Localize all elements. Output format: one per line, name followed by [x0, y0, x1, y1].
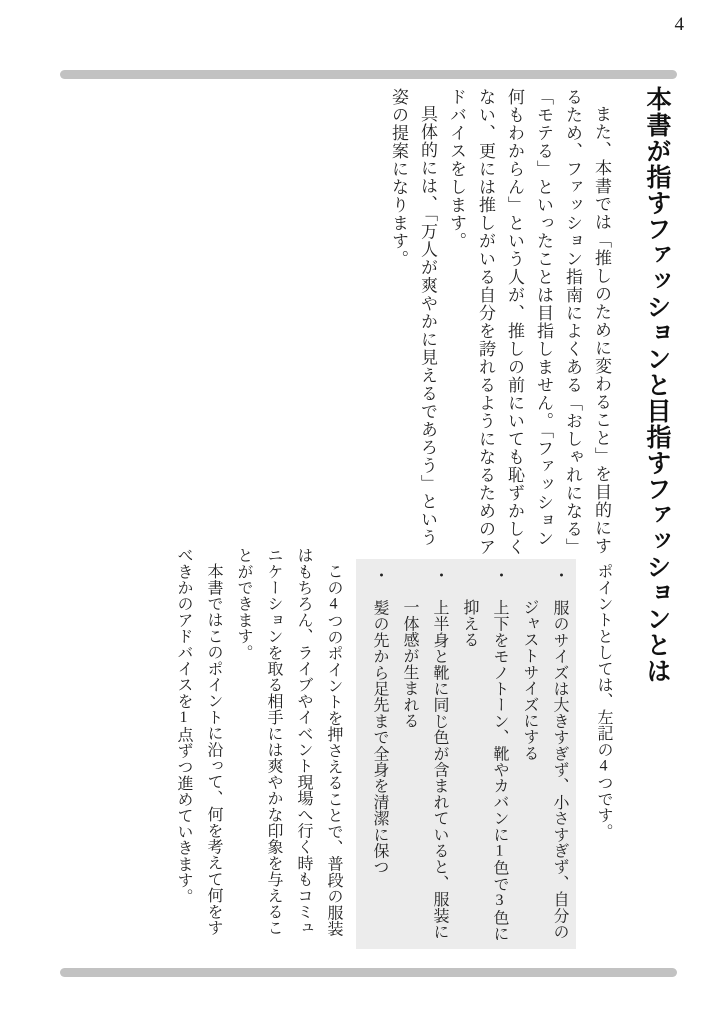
- points-outro-paragraph-2: 本書ではこのポイントに沿って、何を考えて何をすべきかのアドバイスを1点ずつ進めていきます。: [175, 547, 222, 936]
- intro-section: [384, 88, 616, 560]
- points-intro-paragraph: ポイントとしては、左記の4つです。: [595, 563, 612, 840]
- bottom-divider-bar: [60, 968, 677, 977]
- points-section: [168, 547, 618, 951]
- point-item-unity: ・ 上半身と靴に同じ色が含まれていると、服装に一体感が生まれる: [401, 567, 448, 940]
- intro-paragraph-2: 具体的には、「万人が爽やかに見えるであろう」という姿の提案になります。: [389, 88, 437, 547]
- point-item-monotone: ・ 上下をモノトーン、靴やカバンに1色で3色に抑える: [461, 567, 508, 942]
- top-divider-bar: [60, 70, 677, 79]
- page-number: 4: [674, 14, 684, 35]
- point-item-size: ・ 服のサイズは大きすぎず、小さすぎず、自分のジャストサイズにする: [521, 567, 568, 940]
- chapter-title: 本書が指すファッションと目指すファッションとは: [643, 86, 671, 684]
- point-list: [356, 559, 576, 949]
- intro-paragraph-1: また、本書では「推しのために変わること」を目的にするため、ファッション指南によくある「おしゃれになる」「モテる」といったことは目指しません。「ファッション何もわからん」という人が、推しの前にいても恥ずかしくない、更には推しがいる自分を誇れるようになるためのアドバイスをします。: [447, 88, 611, 556]
- point-item-clean: ・ 髪の先から足先まで全身を清潔に保つ: [371, 567, 388, 875]
- points-outro-paragraph-1: この4つのポイントを押さえることで、普段の服装はもちろん、ライブやイベント現場へ行く時もコミュニケーションを取る相手には爽やかな印象を与えることができます。: [235, 547, 342, 937]
